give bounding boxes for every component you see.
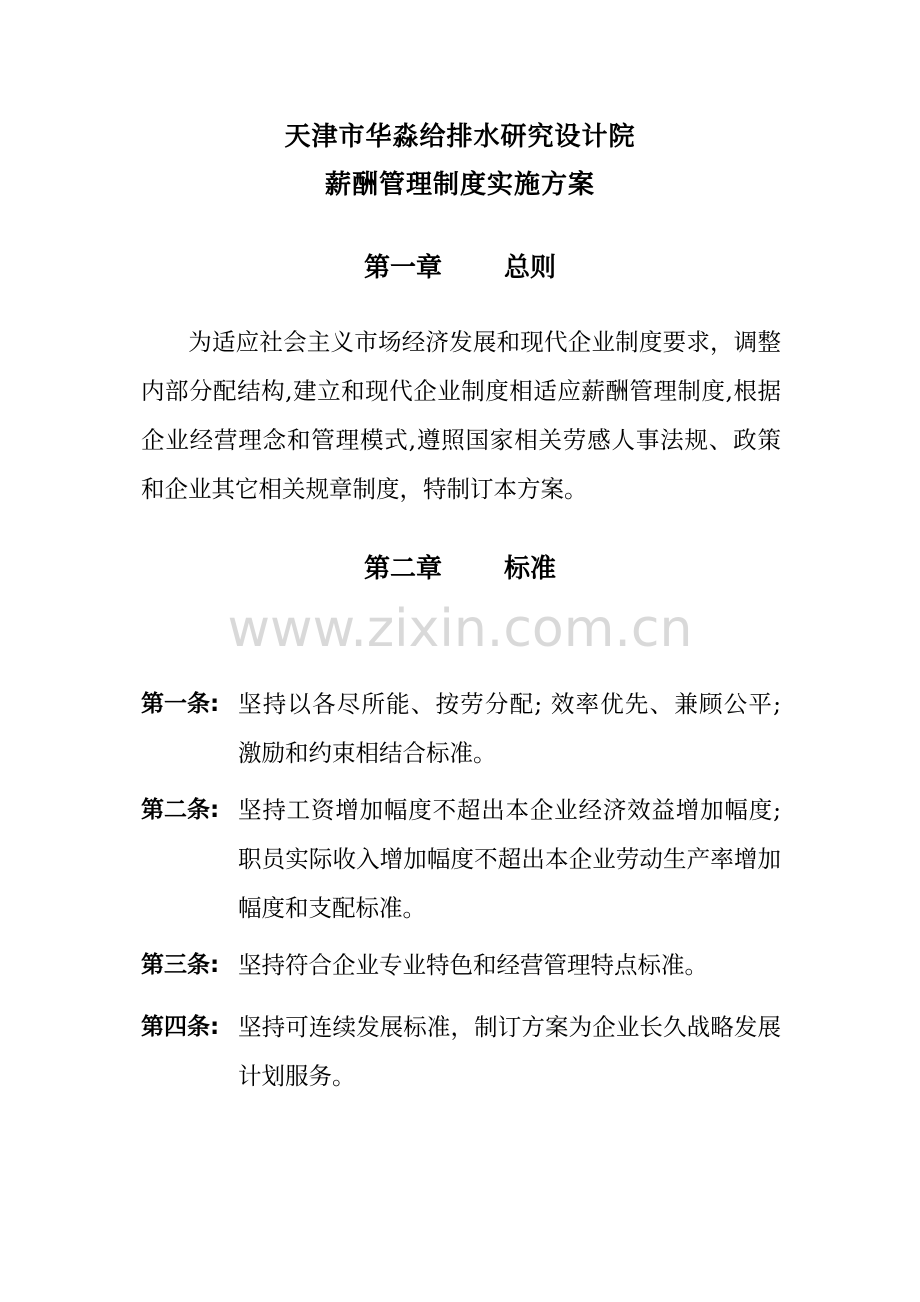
chapter-2-name: 标准 — [504, 554, 557, 584]
article-1 — [141, 680, 781, 778]
chapter-1-name: 总则 — [504, 253, 557, 283]
article-3-label: 第三条: — [141, 952, 220, 978]
article-3 — [141, 941, 781, 990]
article-2-text: 坚持工资增加幅度不超出本企业经济效益增加幅度; 职员实际收入增加幅度不超出本企业劳动生产率增加幅度和支配标准。 — [238, 796, 781, 922]
article-4-text: 坚持可连续发展标准，制订方案为企业长久战略发展计划服务。 — [238, 1013, 781, 1090]
article-4-label: 第四条: — [141, 1014, 220, 1040]
document-title-line1: 天津市华淼给排水研究设计院 — [284, 122, 636, 152]
article-1-text: 坚持以各尽所能、按劳分配; 效率优先、兼顾公平; 激励和约束相结合标准。 — [238, 690, 781, 767]
chapter-2-heading — [0, 556, 920, 582]
chapter-1-number: 第一章 — [363, 253, 442, 283]
article-3-text: 坚持符合企业专业特色和经营管理特点标准。 — [238, 951, 708, 979]
chapter-2-number: 第二章 — [363, 554, 442, 584]
watermark: www.zixin.com.cn — [227, 599, 693, 659]
document-title-line2: 薪酬管理制度实施方案 — [324, 170, 595, 200]
article-2 — [141, 786, 781, 933]
article-1-label: 第一条: — [141, 691, 220, 717]
chapter-1-paragraph — [141, 318, 781, 514]
article-4 — [141, 1003, 781, 1101]
article-2-label: 第二条: — [141, 797, 220, 823]
chapter-1-heading — [0, 255, 920, 281]
chapter-1-paragraph-text: 为适应社会主义市场经济发展和现代企业制度要求，调整内部分配结构,建立和现代企业制度相适应薪酬管理制度,根据企业经营理念和管理模式,遵照国家相关劳感人事法规、政策和企业其它相关规章制度，特制订本方案。 — [141, 328, 781, 503]
